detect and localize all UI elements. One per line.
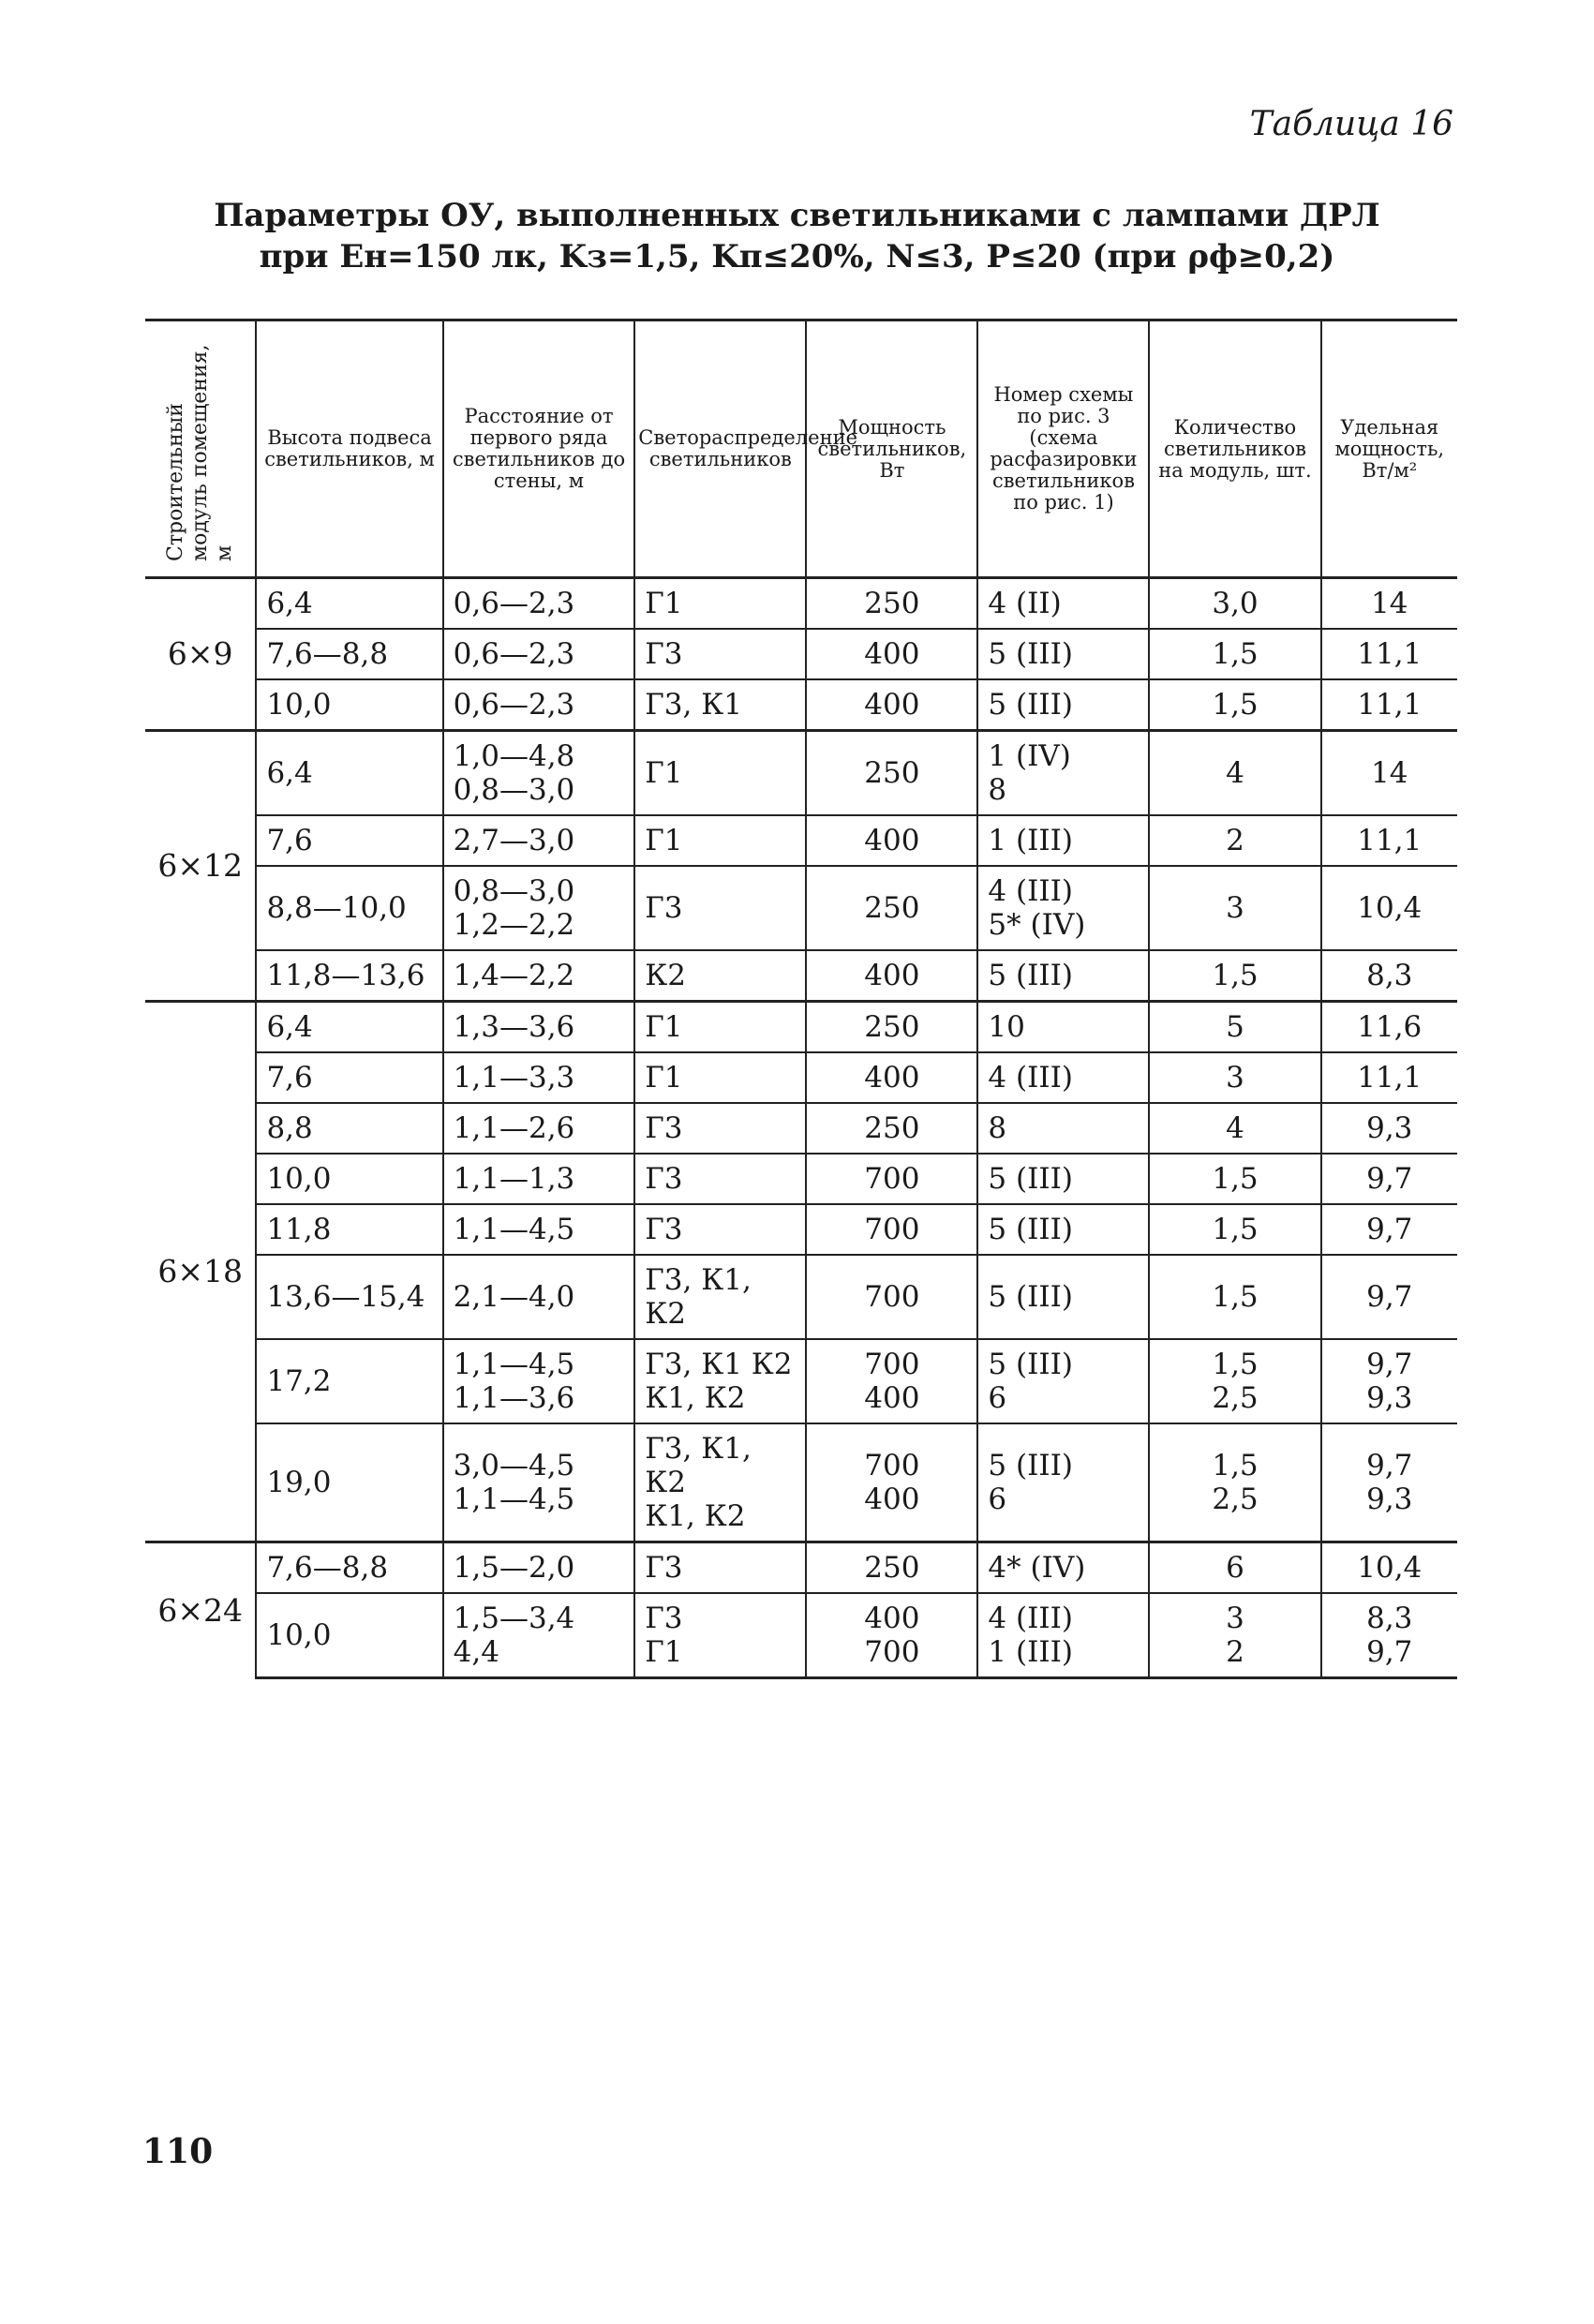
spec-value: 11,6 [1357,1010,1423,1044]
distance-value: 1,1—1,3 [453,1162,575,1196]
light-cell [634,1542,806,1594]
power-value: 250 [864,587,920,620]
spec-cell [1321,1204,1457,1255]
power-value-2: 400 [864,1482,920,1516]
table-row [145,629,1457,679]
spec-cell [1321,1593,1457,1678]
qty-cell [1149,1002,1320,1053]
spec-cell [1321,679,1457,731]
table-row [145,1103,1457,1154]
scheme-cell [977,815,1149,866]
height-cell [256,950,442,1002]
distance-cell [443,1204,635,1255]
scheme-cell [977,679,1149,731]
spec-value: 8,3 [1366,1601,1413,1635]
spec-value: 9,3 [1366,1111,1413,1145]
qty-value: 3 [1226,1061,1244,1095]
light-value: Г3 [645,891,683,925]
scheme-cell [977,1593,1149,1678]
scheme-value: 4 (III) [988,1061,1073,1095]
table-row [145,578,1457,630]
light-value: Г1 [645,587,683,620]
power-value: 400 [864,637,920,671]
height-value: 8,8 [266,1111,313,1145]
scheme-cell [977,629,1149,679]
power-cell [806,1103,977,1154]
scheme-cell [977,1103,1149,1154]
height-value: 11,8 [266,1213,332,1246]
parameters-table [145,319,1457,1679]
spec-value: 9,7 [1366,1280,1413,1314]
spec-cell [1321,629,1457,679]
spec-cell [1321,1002,1457,1053]
scheme-cell [977,731,1149,816]
qty-cell [1149,1339,1320,1423]
power-cell [806,866,977,950]
distance-cell [443,866,635,950]
qty-value: 1,5 [1212,1213,1259,1246]
power-value: 250 [864,891,920,925]
power-value: 700 [864,1280,920,1314]
light-cell [634,1002,806,1053]
col-height-header: Высота подвеса светильников, м [256,320,442,578]
qty-cell [1149,1103,1320,1154]
distance-value: 3,0—4,5 [453,1449,575,1482]
spec-value: 14 [1371,756,1408,790]
spec-cell [1321,1154,1457,1204]
qty-value: 1,5 [1212,1449,1259,1482]
distance-cell [443,578,635,630]
qty-cell [1149,815,1320,866]
height-value: 10,0 [266,688,332,722]
distance-value-2: 4,4 [453,1635,499,1669]
scheme-cell [977,1154,1149,1204]
scheme-value: 1 (III) [988,824,1073,857]
light-cell [634,1423,806,1542]
spec-cell [1321,815,1457,866]
scheme-value-2: 8 [988,773,1007,807]
power-cell [806,1542,977,1594]
spec-value: 11,1 [1357,688,1423,722]
height-value: 8,8—10,0 [266,891,407,925]
light-value: Г1 [645,1010,683,1044]
module-cell: 6×12 [145,731,256,1002]
distance-value: 2,7—3,0 [453,824,575,857]
light-cell [634,731,806,816]
height-value: 10,0 [266,1618,332,1652]
qty-value: 3,0 [1212,587,1259,620]
scheme-cell [977,1542,1149,1594]
light-value: Г3, К1 [645,688,742,722]
light-cell [634,815,806,866]
power-value: 700 [864,1213,920,1246]
scheme-cell [977,1423,1149,1542]
power-value: 400 [864,1601,920,1635]
table-row [145,1339,1457,1423]
light-value: Г3 [645,1213,683,1246]
spec-value-2: 9,3 [1366,1482,1413,1516]
table-row [145,1204,1457,1255]
power-cell [806,1255,977,1339]
distance-cell [443,815,635,866]
distance-value-2: 1,1—4,5 [453,1482,575,1516]
light-cell [634,950,806,1002]
light-value: Г3 [645,637,683,671]
distance-value: 0,6—2,3 [453,637,575,671]
light-cell [634,629,806,679]
table-label: Таблица 16 [1249,105,1453,143]
height-cell [256,1339,442,1423]
spec-value: 10,4 [1357,891,1423,925]
power-value: 400 [864,824,920,857]
light-cell [634,679,806,731]
distance-value: 0,8—3,0 [453,874,575,908]
qty-value-2: 2 [1226,1635,1244,1669]
scheme-value: 4 (II) [988,587,1062,620]
light-cell [634,1255,806,1339]
distance-cell [443,1255,635,1339]
table-title [141,195,1453,277]
table-row [145,1154,1457,1204]
distance-cell [443,1423,635,1542]
scheme-value: 8 [988,1111,1007,1145]
light-cell [634,1339,806,1423]
qty-value: 1,5 [1212,688,1259,722]
distance-cell [443,1002,635,1053]
height-cell [256,1103,442,1154]
distance-value: 1,0—4,8 [453,739,575,773]
power-value: 700 [864,1348,920,1381]
spec-value: 11,1 [1357,637,1423,671]
power-value: 250 [864,1111,920,1145]
scheme-value: 4* (IV) [988,1551,1086,1585]
power-cell [806,1154,977,1204]
light-value: Г3 [645,1162,683,1196]
height-cell [256,1255,442,1339]
height-value: 6,4 [266,756,313,790]
table-row [145,1255,1457,1339]
col-qty-header: Количество светильников на модуль, шт. [1149,320,1320,578]
power-value: 400 [864,1061,920,1095]
scheme-cell [977,1002,1149,1053]
distance-cell [443,950,635,1002]
qty-cell [1149,1052,1320,1103]
light-value: Г1 [645,756,683,790]
table-row [145,950,1457,1002]
power-value: 700 [864,1162,920,1196]
distance-value: 1,5—2,0 [453,1551,575,1585]
distance-cell [443,1103,635,1154]
module-cell: 6×24 [145,1542,256,1678]
spec-value: 9,7 [1366,1348,1413,1381]
height-cell [256,866,442,950]
qty-cell [1149,1204,1320,1255]
scheme-value: 5 (III) [988,1449,1073,1482]
power-cell [806,731,977,816]
distance-cell [443,1154,635,1204]
qty-cell [1149,866,1320,950]
power-value: 250 [864,1551,920,1585]
power-value: 250 [864,756,920,790]
distance-cell [443,629,635,679]
light-cell [634,1154,806,1204]
height-value: 11,8—13,6 [266,959,425,992]
power-value: 250 [864,1010,920,1044]
col-scheme-header: Номер схемы по рис. 3 (схема расфазировки светильников по рис. 1) [977,320,1149,578]
scheme-cell [977,866,1149,950]
spec-value-2: 9,7 [1366,1635,1413,1669]
scheme-cell [977,950,1149,1002]
height-cell [256,1052,442,1103]
scheme-value: 4 (III) [988,874,1073,908]
spec-cell [1321,1423,1457,1542]
light-cell [634,1052,806,1103]
spec-value-2: 9,3 [1366,1381,1413,1415]
qty-value: 4 [1226,756,1244,790]
height-cell [256,629,442,679]
spec-cell [1321,1339,1457,1423]
light-cell [634,1593,806,1678]
spec-value: 9,7 [1366,1213,1413,1246]
scheme-cell [977,578,1149,630]
height-cell [256,578,442,630]
title-line-2: при Eн=150 лк, Kз=1,5, Kп≤20%, N≤3, P≤20 (при ρф≥0,2) [259,238,1335,276]
col-spec-header: Удельная мощность, Вт/м² [1321,320,1457,578]
distance-value: 1,1—2,6 [453,1111,575,1145]
table-row [145,1593,1457,1678]
power-value-2: 700 [864,1635,920,1669]
distance-cell [443,1052,635,1103]
height-cell [256,1154,442,1204]
header-row [145,320,1457,578]
height-value: 7,6—8,8 [266,637,389,671]
distance-value: 1,5—3,4 [453,1601,575,1635]
height-value: 19,0 [266,1466,332,1499]
distance-value: 0,6—2,3 [453,587,575,620]
light-value: Г3, К1, К2 [645,1432,752,1499]
distance-value: 1,3—3,6 [453,1010,575,1044]
qty-cell [1149,679,1320,731]
light-value: Г3 [645,1551,683,1585]
light-cell [634,1103,806,1154]
light-cell [634,1204,806,1255]
scheme-value: 5 (III) [988,1280,1073,1314]
spec-value: 10,4 [1357,1551,1423,1585]
spec-value: 9,7 [1366,1449,1413,1482]
scheme-value: 10 [988,1010,1025,1044]
spec-cell [1321,1052,1457,1103]
distance-value: 1,1—3,3 [453,1061,575,1095]
table-row [145,1542,1457,1594]
height-value: 7,6 [266,1061,313,1095]
height-value: 7,6 [266,824,313,857]
col-module-header: Строительный модуль помещения, м [145,320,256,578]
spec-cell [1321,950,1457,1002]
scheme-value-2: 6 [988,1381,1007,1415]
power-cell [806,1052,977,1103]
scheme-value: 5 (III) [988,959,1073,992]
spec-cell [1321,866,1457,950]
power-cell [806,1204,977,1255]
qty-value: 1,5 [1212,637,1259,671]
qty-value: 2 [1226,824,1244,857]
height-value: 6,4 [266,1010,313,1044]
height-value: 10,0 [266,1162,332,1196]
light-value: Г1 [645,1061,683,1095]
power-cell [806,679,977,731]
module-cell: 6×18 [145,1002,256,1542]
power-value: 700 [864,1449,920,1482]
distance-value-2: 0,8—3,0 [453,773,575,807]
spec-value: 11,1 [1357,1061,1423,1095]
spec-value: 14 [1371,587,1408,620]
height-cell [256,1542,442,1594]
qty-value: 1,5 [1212,959,1259,992]
qty-value: 4 [1226,1111,1244,1145]
scheme-value-2: 5* (IV) [988,908,1086,942]
spec-cell [1321,731,1457,816]
qty-value: 5 [1226,1010,1244,1044]
table-row [145,679,1457,731]
scheme-value: 5 (III) [988,688,1073,722]
table-row [145,731,1457,816]
height-cell [256,731,442,816]
spec-cell [1321,578,1457,630]
height-cell [256,815,442,866]
light-value: Г1 [645,824,683,857]
table-row [145,1002,1457,1053]
qty-value-2: 2,5 [1212,1381,1259,1415]
title-line-1: Параметры ОУ, выполненных светильниками с лампами ДРЛ [214,197,1380,234]
power-value: 400 [864,688,920,722]
qty-cell [1149,578,1320,630]
height-value: 7,6—8,8 [266,1551,389,1585]
distance-value-2: 1,1—3,6 [453,1381,575,1415]
power-value: 400 [864,959,920,992]
height-value: 6,4 [266,587,313,620]
light-cell [634,866,806,950]
scheme-value-2: 1 (III) [988,1635,1073,1669]
qty-cell [1149,1255,1320,1339]
distance-value: 1,1—4,5 [453,1348,575,1381]
height-cell [256,679,442,731]
distance-cell [443,679,635,731]
light-value-2: Г1 [645,1635,683,1669]
qty-cell [1149,629,1320,679]
light-value: Г3 [645,1601,683,1635]
spec-cell [1321,1255,1457,1339]
power-cell [806,1002,977,1053]
scheme-cell [977,1052,1149,1103]
distance-value: 1,4—2,2 [453,959,575,992]
qty-cell [1149,1593,1320,1678]
height-cell [256,1204,442,1255]
light-value: К2 [645,959,686,992]
height-cell [256,1423,442,1542]
page-number: 110 [142,2132,214,2171]
module-cell: 6×9 [145,578,256,731]
power-cell [806,950,977,1002]
col-distance-header: Расстояние от первого ряда светильников до стены, м [443,320,635,578]
distance-value: 0,6—2,3 [453,688,575,722]
qty-cell [1149,1542,1320,1594]
distance-value: 1,1—4,5 [453,1213,575,1246]
table-row [145,1423,1457,1542]
height-cell [256,1593,442,1678]
qty-cell [1149,1423,1320,1542]
light-cell [634,578,806,630]
qty-value: 1,5 [1212,1280,1259,1314]
table-row [145,866,1457,950]
distance-cell [443,731,635,816]
scheme-cell [977,1339,1149,1423]
light-value: Г3, К1, [645,1263,752,1297]
col-power-header: Мощность светильников, Вт [806,320,977,578]
table-body [145,578,1457,1678]
scheme-cell [977,1204,1149,1255]
spec-value: 11,1 [1357,824,1423,857]
height-cell [256,1002,442,1053]
power-cell [806,815,977,866]
light-value-2: К1, К2 [645,1381,746,1415]
scheme-value: 5 (III) [988,637,1073,671]
scheme-cell [977,1255,1149,1339]
qty-value: 6 [1226,1551,1244,1585]
spec-value: 8,3 [1366,959,1413,992]
distance-cell [443,1542,635,1594]
distance-cell [443,1593,635,1678]
scheme-value: 5 (III) [988,1162,1073,1196]
scheme-value: 4 (III) [988,1601,1073,1635]
light-value: Г3 [645,1111,683,1145]
power-cell [806,578,977,630]
qty-value-2: 2,5 [1212,1482,1259,1516]
distance-value: 2,1—4,0 [453,1280,575,1314]
spec-value: 9,7 [1366,1162,1413,1196]
scheme-value: 1 (IV) [988,739,1071,773]
qty-value: 1,5 [1212,1162,1259,1196]
spec-cell [1321,1103,1457,1154]
height-value: 17,2 [266,1364,332,1398]
table-row [145,815,1457,866]
table-row [145,1052,1457,1103]
power-value-2: 400 [864,1381,920,1415]
height-value: 13,6—15,4 [266,1280,425,1314]
distance-value-2: 1,2—2,2 [453,908,575,942]
scheme-value: 5 (III) [988,1348,1073,1381]
qty-cell [1149,950,1320,1002]
power-cell [806,1339,977,1423]
qty-cell [1149,731,1320,816]
light-value: Г3, К1 К2 [645,1348,793,1381]
power-cell [806,1423,977,1542]
light-value-2: К2 [645,1297,686,1331]
scheme-value: 5 (III) [988,1213,1073,1246]
spec-cell [1321,1542,1457,1594]
power-cell [806,1593,977,1678]
power-cell [806,629,977,679]
qty-value: 1,5 [1212,1348,1259,1381]
scheme-value-2: 6 [988,1482,1007,1516]
qty-cell [1149,1154,1320,1204]
qty-value: 3 [1226,891,1244,925]
light-value-2: К1, К2 [645,1499,746,1533]
distance-cell [443,1339,635,1423]
qty-value: 3 [1226,1601,1244,1635]
col-light-header: Светораспределение светильников [634,320,806,578]
